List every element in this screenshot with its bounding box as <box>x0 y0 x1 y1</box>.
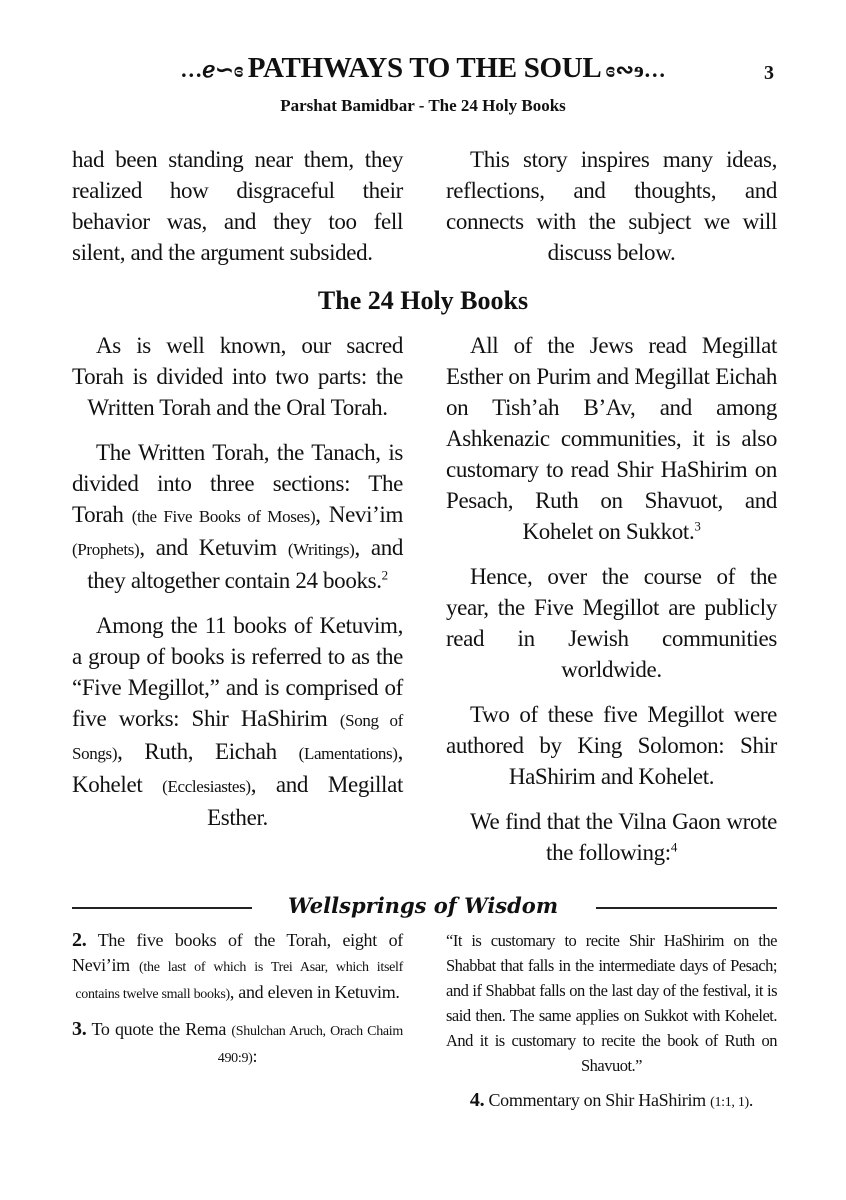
text-run: had been standing near them, they realized how disgraceful their behavior was, and they too fell silent, and the argument subsided. <box>72 147 403 265</box>
parenthetical: (Writings) <box>287 540 355 559</box>
paragraph <box>446 806 777 868</box>
paragraph <box>72 1017 403 1071</box>
text-run: All of the Jews read Megillat Esther on Purim and Megillat Eichah on Tish’ah B’Av, and among Ashkenazic communities, it is also customary to read Shir HaShirim on Pesach, Ruth on Shavuot, and Kohelet on Sukkot. <box>446 333 777 544</box>
text-run: , and they altogether contain 24 books. <box>87 535 403 593</box>
text-run: Two of these five Megillot were authored by King Solomon: Shir HaShirim and Kohelet. <box>446 702 777 789</box>
text-run: This story inspires many ideas, reflections, and thoughts, and connects with the subject we will discuss below. <box>446 147 777 265</box>
text-run: Among the 11 books of Ketuvim, a group of books is referred to as the “Five Megillot,” and is comprised of five works: Shir HaShirim <box>72 613 403 731</box>
text-run: . <box>748 1090 754 1110</box>
text-run: To quote the Rema <box>86 1019 232 1039</box>
page-number: 3 <box>764 62 774 84</box>
paragraph <box>72 610 403 833</box>
text-run: We find that the Vilna Gaon wrote the following: <box>470 809 777 865</box>
text-run: Commentary on Shir HaShirim <box>484 1090 711 1110</box>
text-run: , Nevi’im <box>315 502 404 527</box>
footnotes-heading: Wellsprings of Wisdom <box>287 893 559 918</box>
paragraph <box>446 928 777 1078</box>
paragraph <box>446 144 777 268</box>
parenthetical: (Shulchan Aruch, Orach Chaim 490:9) <box>217 1024 403 1066</box>
main-left-column <box>72 330 403 847</box>
book-title: PATHWAYS TO THE SOUL <box>247 52 602 84</box>
paragraph <box>72 330 403 423</box>
parenthetical: (Lamentations) <box>298 744 398 763</box>
top-left-column <box>72 144 403 282</box>
quotation: “It is customary to recite Shir HaShirim on the Shabbat that falls in the intermediate days of Pesach; and if Shabbat falls on the last day of the festival, it is said then. The same applies on Sukkot with Kohelet. And it is customary to recite the book of Ruth on Shavuot.” <box>446 931 777 1075</box>
footnotes-right <box>446 928 777 1125</box>
footnotes-left <box>72 928 403 1081</box>
text-run: , Kohelet <box>72 739 403 797</box>
ornament-left-icon: …ℯ∽ɞ <box>180 57 244 82</box>
parenthetical: (Ecclesiastes) <box>162 777 251 796</box>
footnote-ref: 2 <box>381 567 388 583</box>
footnote-ref: 3 <box>694 518 701 534</box>
running-header <box>0 52 846 85</box>
paragraph <box>446 699 777 792</box>
parenthetical: (1:1, 1) <box>710 1095 749 1110</box>
text-run: , and Ketuvim <box>139 535 288 560</box>
main-right-column <box>446 330 777 882</box>
text-run: Hence, over the course of the year, the Five Megillot are publicly read in Jewish communities worldwide. <box>446 564 777 682</box>
top-right-column <box>446 144 777 282</box>
parenthetical: (Song of Songs) <box>72 711 403 763</box>
paragraph <box>72 928 403 1007</box>
text-run: As is well known, our sacred Torah is divided into two parts: the Written Torah and the Oral Torah. <box>72 333 403 420</box>
parenthetical: (the last of which is Trei Asar, which itself contains twelve small books) <box>75 960 403 1002</box>
paragraph <box>446 1088 777 1115</box>
parenthetical: (the Five Books of Moses) <box>131 507 316 526</box>
text-run: : <box>252 1046 258 1066</box>
text-run: , and eleven in Ketuvim. <box>229 982 400 1002</box>
text-run: The Written Torah, the Tanach, is divided into three sections: The Torah <box>72 440 403 527</box>
paragraph <box>72 437 403 596</box>
footnote-divider-right <box>596 907 777 909</box>
footnote-ref: 4 <box>670 839 677 855</box>
paragraph <box>446 561 777 685</box>
chapter-subtitle: Parshat Bamidbar - The 24 Holy Books <box>280 96 566 115</box>
ornament-right-icon: ɞ∾ɘ… <box>605 57 666 82</box>
parenthetical: (Prophets) <box>72 540 140 559</box>
footnote-divider-left <box>72 907 252 909</box>
paragraph <box>446 330 777 547</box>
section-heading: The 24 Holy Books <box>317 286 529 315</box>
footnote-number: 2. <box>72 929 87 951</box>
text-run: , and Megillat Esther. <box>207 772 403 830</box>
footnote-number: 4. <box>469 1089 485 1111</box>
footnote-number: 3. <box>72 1018 87 1040</box>
text-run: , Ruth, Eichah <box>117 739 299 764</box>
text-run: The five books of the Torah, eight of Nevi’im <box>72 930 403 975</box>
paragraph <box>72 144 403 268</box>
